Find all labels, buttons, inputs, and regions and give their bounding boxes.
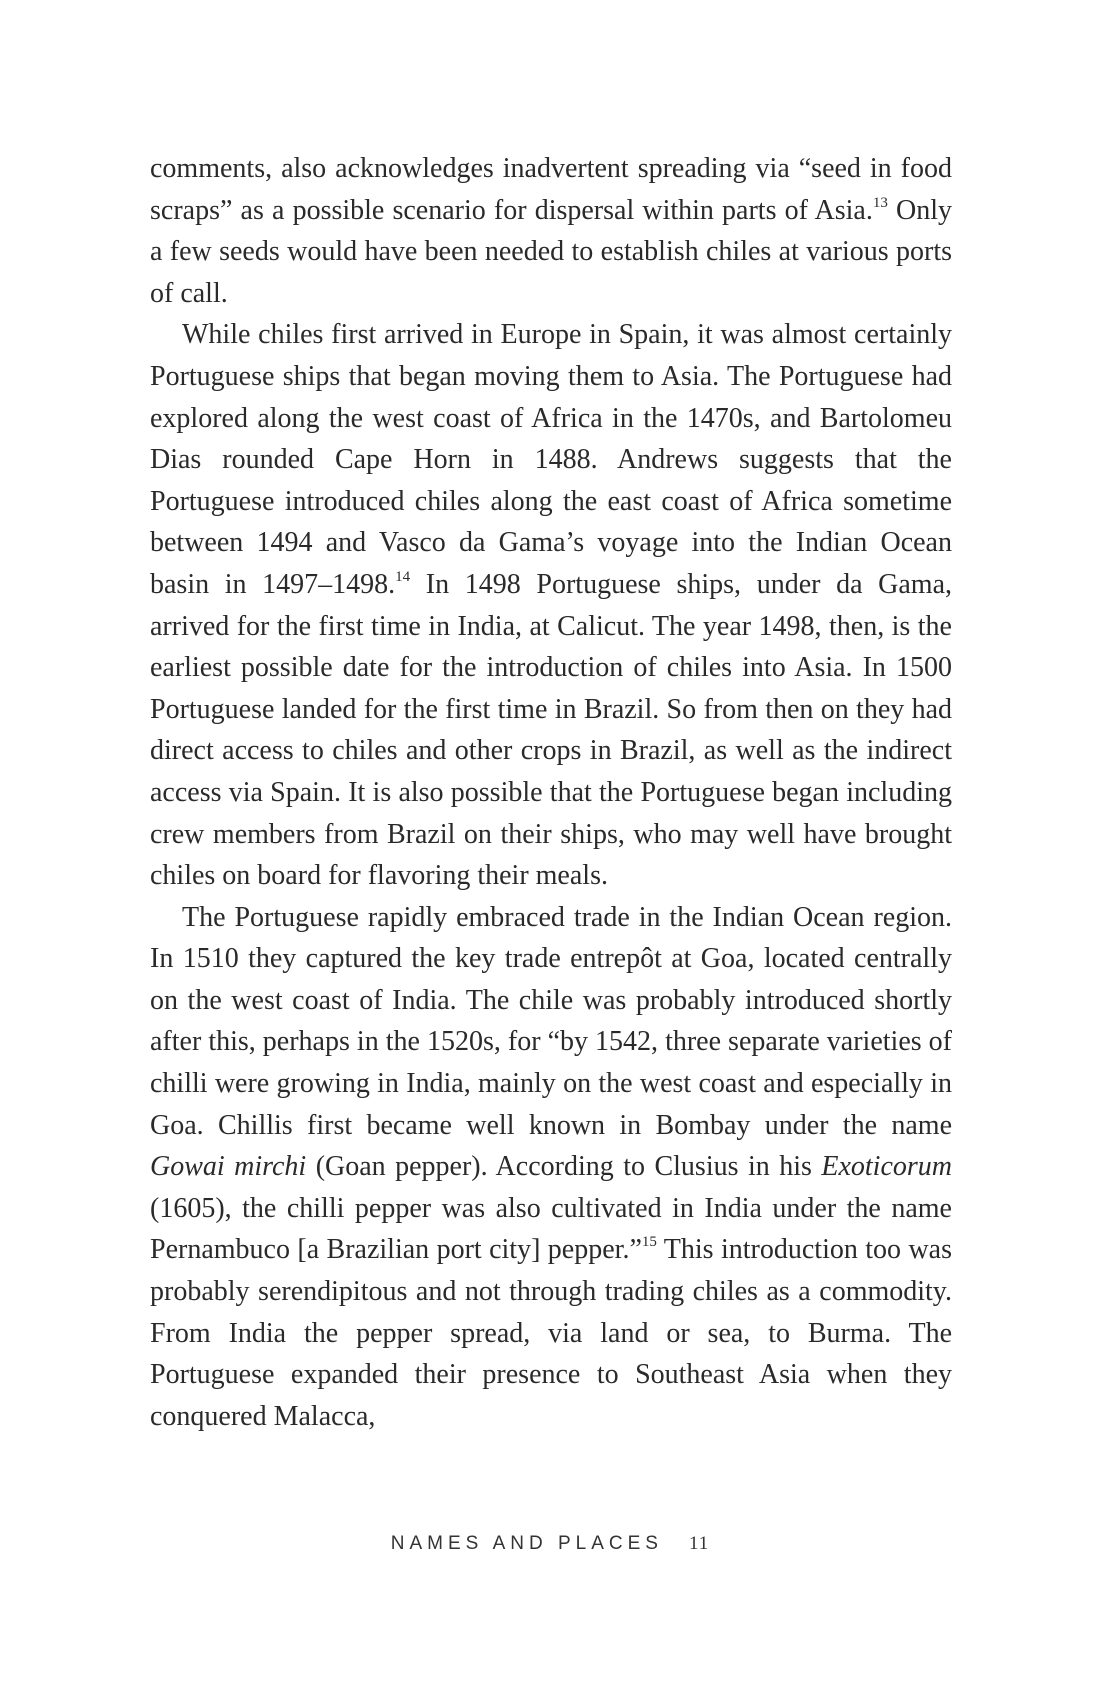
text-run: Only a few seeds would have been needed to establish chiles at various ports of call. (150, 194, 953, 309)
text-run: (1605), the chilli pepper was also cultivated in India under the name Pernambuco [a Brazilian port city] pepper.” (150, 1192, 952, 1266)
italic-term: Exoticorum (821, 1151, 952, 1183)
text-run: In 1498 Portuguese ships, under da Gama, arrived for the first time in India, at Calicut. The year 1498, then, is the earliest possible date for the introduction of chiles into Asia. In 1500 Portuguese landed for the first time in Brazil. So from then on they had direct access to chiles and other crops in Brazil, as well as the indirect access via Spain. It is also possible that the Portuguese began including crew members from Brazil on their ships, who may well have brought chiles on board for flavoring their meals. (150, 568, 953, 892)
paragraph-2 (150, 314, 952, 896)
page-number: 11 (688, 1533, 710, 1554)
footnote-ref: 14 (395, 568, 411, 585)
running-head: NAMES AND PLACES (390, 1533, 663, 1554)
footnote-ref: 13 (872, 194, 888, 211)
running-footer (0, 1533, 1100, 1555)
footnote-ref: 15 (641, 1234, 657, 1251)
text-run: While chiles first arrived in Europe in Spain, it was almost certainly Portuguese ships that began moving them to Asia. The Portuguese had explored along the west coast of Africa in the 1470s, and Bartolomeu Dias rounded Cape Horn in 1488. Andrews suggests that the Portuguese introduced chiles along the east coast of Africa sometime between 1494 and Vasco da Gama’s voyage into the Indian Ocean basin in 1497–1498. (150, 319, 952, 600)
paragraph-1 (150, 148, 952, 314)
body-text (150, 148, 952, 1437)
text-run: The Portuguese rapidly embraced trade in the Indian Ocean region. In 1510 they captured the key trade entrepôt at Goa, located centrally on the west coast of India. The chile was probably introduced shortly after this, perhaps in the 1520s, for “by 1542, three separate varieties of chilli were growing in India, mainly on the west coast and especially in Goa. Chillis first became well known in Bombay under the name (150, 901, 952, 1141)
text-run: comments, also acknowledges inadvertent spreading via “seed in food scraps” as a possible scenario for dispersal within parts of Asia. (150, 153, 952, 226)
text-run: (Goan pepper). According to Clusius in his (306, 1151, 822, 1183)
italic-term: Gowai mirchi (150, 1151, 307, 1183)
paragraph-3 (150, 897, 952, 1438)
text-run: This introduction too was probably serendipitous and not through trading chiles as a commodity. From India the pepper spread, via land or sea, to Burma. The Portuguese expanded their presence to Southeast Asia when they conquered Malacca, (150, 1234, 952, 1432)
